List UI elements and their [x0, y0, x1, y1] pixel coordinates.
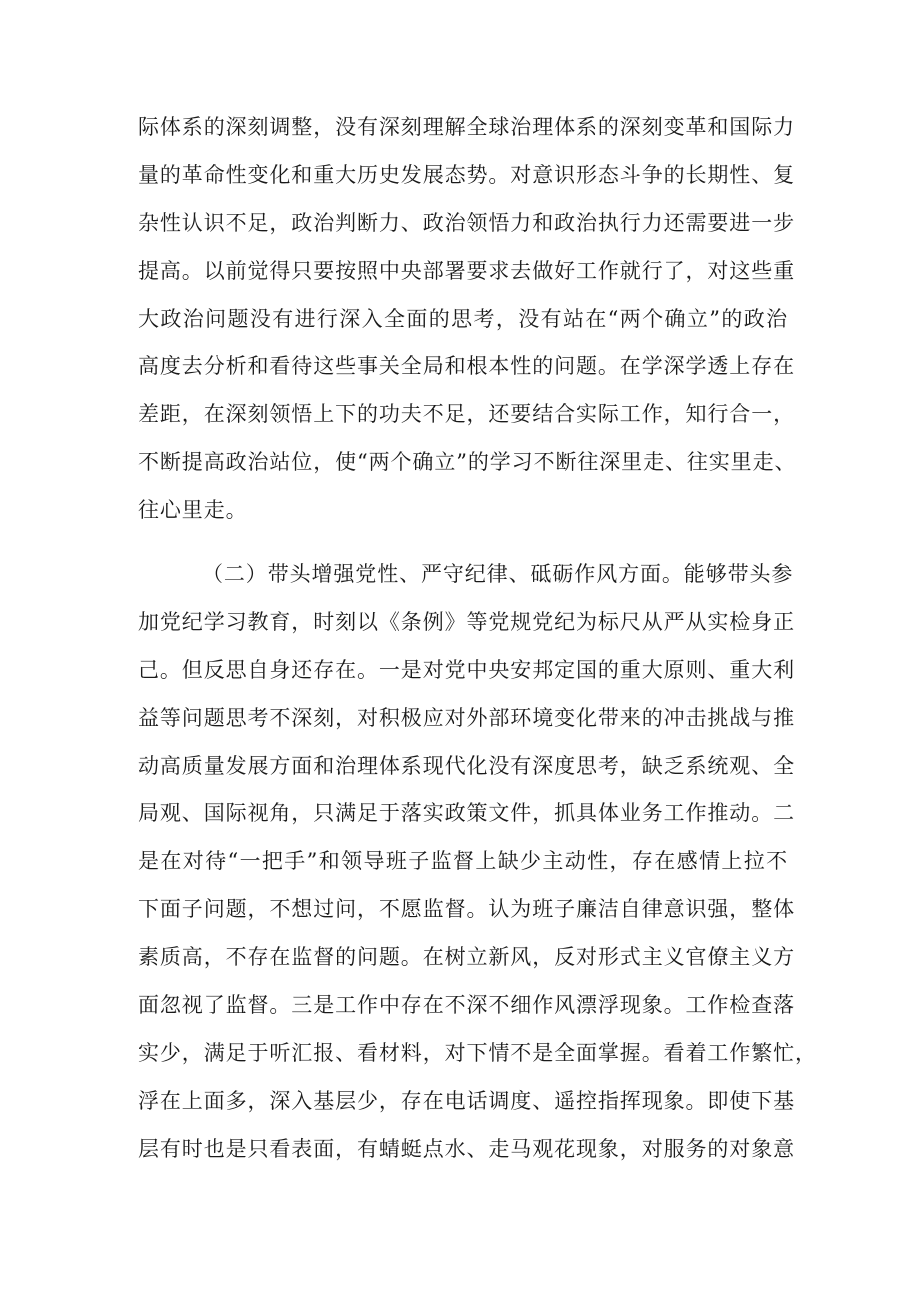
- text-line: 不断提高政治站位，使“两个确立”的学习不断往深里走、往实里走、: [138, 450, 797, 475]
- text-line: 际体系的深刻调整，没有深刻理解全球治理体系的深刻变革和国际力: [138, 115, 795, 139]
- text-line: 差距，在深刻领悟上下的功夫不足，还要结合实际工作，知行合一，: [138, 402, 795, 427]
- text-line: 动高质量发展方面和治理体系现代化没有深度思考，缺乏系统观、全: [138, 753, 795, 778]
- text-line: 素质高，不存在监督的问题。在树立新风，反对形式主义官僚主义方: [138, 945, 795, 970]
- text-line: 层有时也是只看表面，有蜻蜓点水、走马观花现象，对服务的对象意: [138, 1136, 795, 1161]
- text-line: 益等问题思考不深刻，对积极应对外部环境变化带来的冲击挑战与推: [138, 705, 795, 730]
- text-line: 提高。以前觉得只要按照中央部署要求去做好工作就行了，对这些重: [138, 258, 795, 283]
- paragraph-2: [138, 551, 817, 1174]
- text-line: 面忽视了监督。三是工作中存在不深不细作风漂浮现象。工作检查落: [138, 993, 795, 1018]
- text-line: 浮在上面多，深入基层少，存在电话调度、遥控指挥现象。即使下基: [138, 1088, 795, 1113]
- paragraph-1: [138, 104, 797, 535]
- text-line: 局观、国际视角，只满足于落实政策文件，抓具体业务工作推动。二: [138, 801, 795, 826]
- text-line: 下面子问题，不想过问，不愿监督。认为班子廉洁自律意识强，整体: [138, 897, 795, 922]
- text-line: 己。但反思自身还存在。一是对党中央安邦定国的重大原则、重大利: [138, 657, 795, 682]
- text-line: 是在对待“一把手”和领导班子监督上缺少主动性，存在感情上拉不: [138, 849, 788, 874]
- section-heading-line: （二）带头增强党性、严守纪律、砥砺作风方面。能够带头参: [202, 562, 794, 586]
- text-line: 高度去分析和看待这些事关全局和根本性的问题。在学深学透上存在: [138, 354, 795, 379]
- text-line: 大政治问题没有进行深入全面的思考，没有站在“两个确立”的政治: [138, 306, 788, 331]
- text-line: 量的革命性变化和重大历史发展态势。对意识形态斗争的长期性、复: [138, 162, 795, 187]
- text-line: 加党纪学习教育，时刻以《条例》等党规党纪为标尺从严从实检身正: [138, 609, 795, 634]
- text-line: 实少，满足于听汇报、看材料，对下情不是全面掌握。看着工作繁忙，: [138, 1040, 817, 1065]
- text-line: 杂性认识不足，政治判断力、政治领悟力和政治执行力还需要进一步: [138, 210, 795, 235]
- text-line: 往心里走。: [138, 498, 248, 523]
